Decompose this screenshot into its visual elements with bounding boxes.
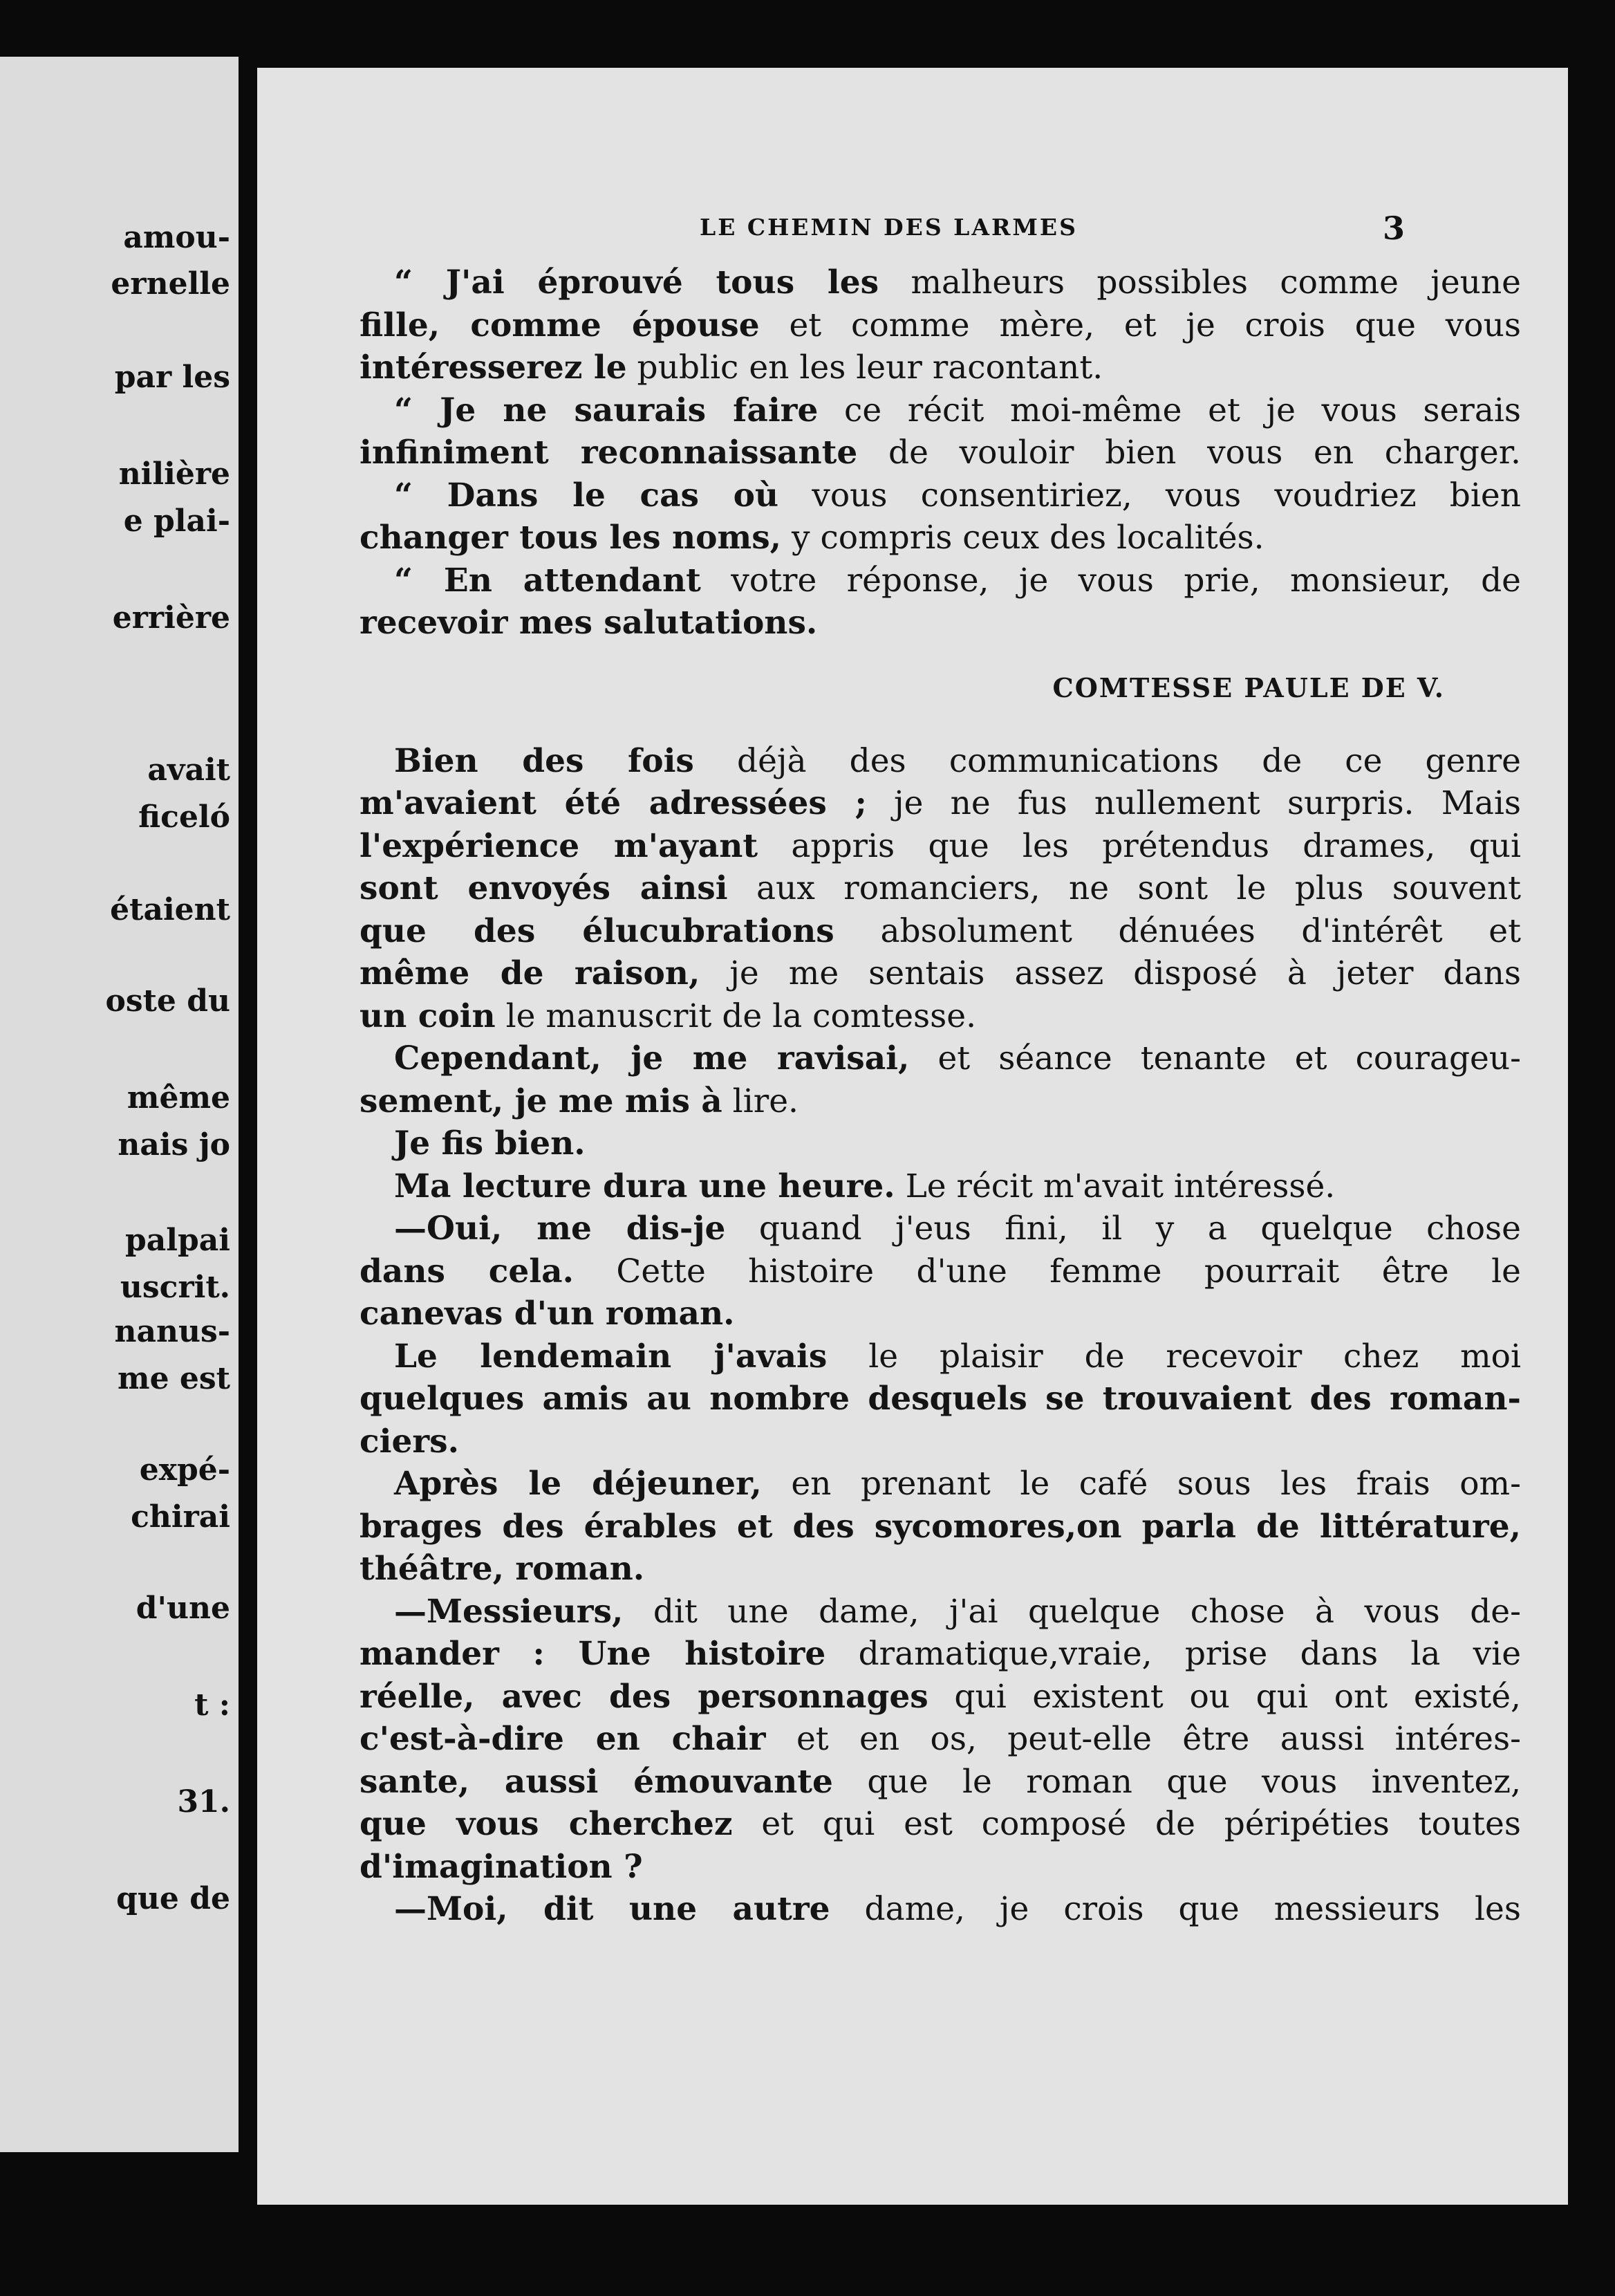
narrative-bold-run: Cependant, je me ravisai, xyxy=(394,1039,910,1077)
narrative-bold-run: c'est-à-dire en chair xyxy=(360,1720,766,1758)
narrative-regular-run: et qui est composé de péripéties toutes xyxy=(732,1805,1521,1843)
narrative-bold-run: ciers. xyxy=(360,1422,459,1461)
narrative-regular-run: et en os, peut-elle être aussi intéres- xyxy=(765,1720,1521,1758)
left-page-line: ernelle xyxy=(111,266,230,302)
letter-quote xyxy=(360,261,1521,645)
left-page-line: e plai- xyxy=(123,503,230,539)
narrative-line xyxy=(360,1122,1521,1165)
narrative-bold-run: —Moi, dit une autre xyxy=(394,1890,830,1928)
narrative-regular-run: dramatique,vraie, prise dans la vie xyxy=(825,1635,1522,1673)
narrative-line xyxy=(360,1548,1521,1591)
narrative-line xyxy=(360,825,1521,868)
left-page-line: t : xyxy=(194,1687,230,1723)
narrative-bold-run: sont envoyés ainsi xyxy=(360,869,728,907)
narrative-regular-run: dit une dame, j'ai quelque chose à vous de- xyxy=(623,1592,1521,1631)
narrative-bold-run: sement, je me mis à xyxy=(360,1082,722,1120)
left-page-line: par les xyxy=(114,360,230,395)
narrative-line xyxy=(360,1335,1521,1378)
narrative-line xyxy=(360,1591,1521,1633)
narrative-bold-run: réelle, avec des personnages xyxy=(360,1677,928,1716)
left-page-line: uscrit. xyxy=(120,1270,230,1305)
left-page-fragment xyxy=(0,57,239,2152)
narrative-line xyxy=(360,1633,1521,1676)
narrative-regular-run: déjà des communications de ce genre xyxy=(693,741,1521,780)
letter-bold-run: changer tous les noms, xyxy=(360,519,782,557)
narrative-line xyxy=(360,1250,1521,1293)
book-page xyxy=(257,68,1568,2205)
narrative-bold-run: que vous cherchez xyxy=(360,1805,733,1843)
left-page-line: même xyxy=(127,1080,230,1115)
page-header xyxy=(257,210,1557,251)
narrative-line xyxy=(360,1718,1521,1761)
signature: COMTESSE PAULE DE V. xyxy=(1052,672,1445,703)
narrative-bold-run: dans cela. xyxy=(360,1252,574,1290)
narrative-line xyxy=(360,995,1521,1038)
left-page-line: nais jo xyxy=(118,1127,230,1163)
narrative-regular-run: absolument dénuées d'intérêt et xyxy=(834,911,1522,950)
narrative-line xyxy=(360,1165,1521,1208)
letter-regular-run: ce récit moi-même et je vous serais xyxy=(818,391,1521,429)
narrative-bold-run: Bien des fois xyxy=(394,741,694,780)
narrative-line xyxy=(360,952,1521,995)
narrative-regular-run: Cette histoire d'une femme pourrait être le xyxy=(573,1252,1521,1290)
left-page-line: palpai xyxy=(125,1223,230,1258)
narrative-regular-run: Le récit m'avait intéressé. xyxy=(895,1167,1336,1205)
narrative-regular-run: je ne fus nullement surpris. Mais xyxy=(866,784,1521,822)
running-title: LE CHEMIN DES LARMES xyxy=(700,214,1078,241)
narrative-bold-run: brages des érables et des sycomores,on parla de littérature, xyxy=(360,1507,1521,1546)
letter-line xyxy=(360,346,1521,389)
left-page-line: amou- xyxy=(123,220,230,255)
left-page-line: oste du xyxy=(105,983,230,1019)
left-page-line: nanus- xyxy=(114,1314,230,1349)
narrative-line xyxy=(360,1803,1521,1846)
narrative-line xyxy=(360,1207,1521,1250)
narrative-regular-run: dame, je crois que messieurs les xyxy=(830,1890,1521,1928)
narrative-bold-run: m'avaient été adressées ; xyxy=(360,784,867,822)
left-page-line: que de xyxy=(116,1881,230,1916)
letter-regular-run: et comme mère, et je crois que vous xyxy=(759,306,1521,344)
narrative-line xyxy=(360,1761,1521,1804)
narrative-bold-run: Après le déjeuner, xyxy=(394,1465,762,1503)
narrative-line xyxy=(360,1463,1521,1506)
narrative-bold-run: un coin xyxy=(360,997,496,1035)
narrative-line xyxy=(360,1420,1521,1463)
letter-line xyxy=(360,559,1521,602)
letter-bold-run: infiniment reconnaissante xyxy=(360,434,858,472)
narrative-bold-run: sante, aussi émouvante xyxy=(360,1762,833,1801)
narrative-bold-run: canevas d'un roman. xyxy=(360,1295,735,1333)
narrative-line xyxy=(360,1506,1521,1548)
narrative-regular-run: et séance tenante et courageu- xyxy=(909,1039,1522,1077)
narrative-bold-run: —Messieurs, xyxy=(394,1592,624,1631)
letter-bold-run: “ Dans le cas où xyxy=(394,476,779,515)
left-page-line: me est xyxy=(118,1361,230,1396)
page-number: 3 xyxy=(1383,210,1406,247)
narrative-bold-run: Ma lecture dura une heure. xyxy=(394,1167,895,1205)
narrative-line xyxy=(360,1676,1521,1719)
left-page-line: ficeló xyxy=(138,799,230,835)
letter-regular-run: de vouloir bien vous en charger. xyxy=(857,434,1521,472)
page-body xyxy=(360,261,1521,1931)
narrative-bold-run: —Oui, me dis-je xyxy=(394,1210,726,1248)
letter-bold-run: recevoir mes salutations. xyxy=(360,604,818,642)
narrative-regular-run: en prenant le café sous les frais om- xyxy=(761,1465,1521,1503)
letter-regular-run: malheurs possibles comme jeune xyxy=(879,263,1521,302)
letter-line xyxy=(360,261,1521,304)
narrative-bold-run: théâtre, roman. xyxy=(360,1550,645,1588)
narrative-regular-run: lire. xyxy=(722,1082,799,1120)
narrative-bold-run: l'expérience m'ayant xyxy=(360,826,758,865)
narrative-regular-run: aux romanciers, ne sont le plus souvent xyxy=(727,869,1521,907)
letter-line xyxy=(360,304,1521,347)
letter-regular-run: public en les leur racontant. xyxy=(626,349,1103,387)
left-page-line: nilière xyxy=(118,456,230,492)
letter-regular-run: y compris ceux des localités. xyxy=(781,519,1264,557)
narrative-line xyxy=(360,740,1521,783)
left-page-line: expé- xyxy=(139,1452,230,1488)
narrative-regular-run: je me sentais assez disposé à jeter dans xyxy=(700,954,1521,992)
narrative-bold-run: Le lendemain j'avais xyxy=(394,1337,828,1376)
letter-bold-run: “ J'ai éprouvé tous les xyxy=(394,263,879,302)
narrative-line xyxy=(360,1080,1521,1123)
narrative-regular-run: le plaisir de recevoir chez moi xyxy=(827,1337,1521,1376)
left-page-line: avait xyxy=(147,752,230,788)
left-page-line: 31. xyxy=(177,1784,230,1820)
narrative-line xyxy=(360,910,1521,953)
narrative-regular-run: qui existent ou qui ont existé, xyxy=(928,1677,1521,1716)
narrative-regular-run: que le roman que vous inventez, xyxy=(832,1762,1522,1801)
letter-line xyxy=(360,517,1521,559)
narrative-line xyxy=(360,1378,1521,1420)
left-page-line: chirai xyxy=(131,1499,230,1535)
narrative-bold-run: quelques amis au nombre desquels se trouvaient des roman- xyxy=(360,1380,1521,1418)
letter-regular-run: votre réponse, je vous prie, monsieur, de xyxy=(700,561,1521,600)
narrative-line xyxy=(360,867,1521,910)
letter-line xyxy=(360,432,1521,474)
narrative-text xyxy=(360,740,1521,1931)
narrative-regular-run: le manuscrit de la comtesse. xyxy=(495,997,977,1035)
narrative-line xyxy=(360,1888,1521,1931)
letter-bold-run: “ Je ne saurais faire xyxy=(394,391,819,429)
narrative-line xyxy=(360,1846,1521,1889)
left-page-line: étaient xyxy=(110,892,230,927)
narrative-bold-run: même de raison, xyxy=(360,954,700,992)
left-page-line: errière xyxy=(112,600,230,636)
narrative-regular-run: appris que les prétendus drames, qui xyxy=(758,826,1521,865)
narrative-bold-run: que des élucubrations xyxy=(360,911,834,950)
letter-regular-run: vous consentiriez, vous voudriez bien xyxy=(778,476,1522,515)
narrative-line xyxy=(360,1037,1521,1080)
letter-line xyxy=(360,389,1521,432)
letter-bold-run: fille, comme épouse xyxy=(360,306,760,344)
letter-bold-run: intéresserez le xyxy=(360,349,627,387)
letter-bold-run: “ En attendant xyxy=(394,561,701,600)
narrative-line xyxy=(360,782,1521,825)
narrative-line xyxy=(360,1293,1521,1335)
narrative-bold-run: Je fis bien. xyxy=(394,1124,586,1163)
letter-line xyxy=(360,474,1521,517)
narrative-bold-run: d'imagination ? xyxy=(360,1847,643,1886)
narrative-regular-run: quand j'eus fini, il y a quelque chose xyxy=(725,1210,1521,1248)
letter-line xyxy=(360,602,1521,645)
narrative-bold-run: mander : Une histoire xyxy=(360,1635,826,1673)
left-page-line: d'une xyxy=(136,1591,230,1626)
